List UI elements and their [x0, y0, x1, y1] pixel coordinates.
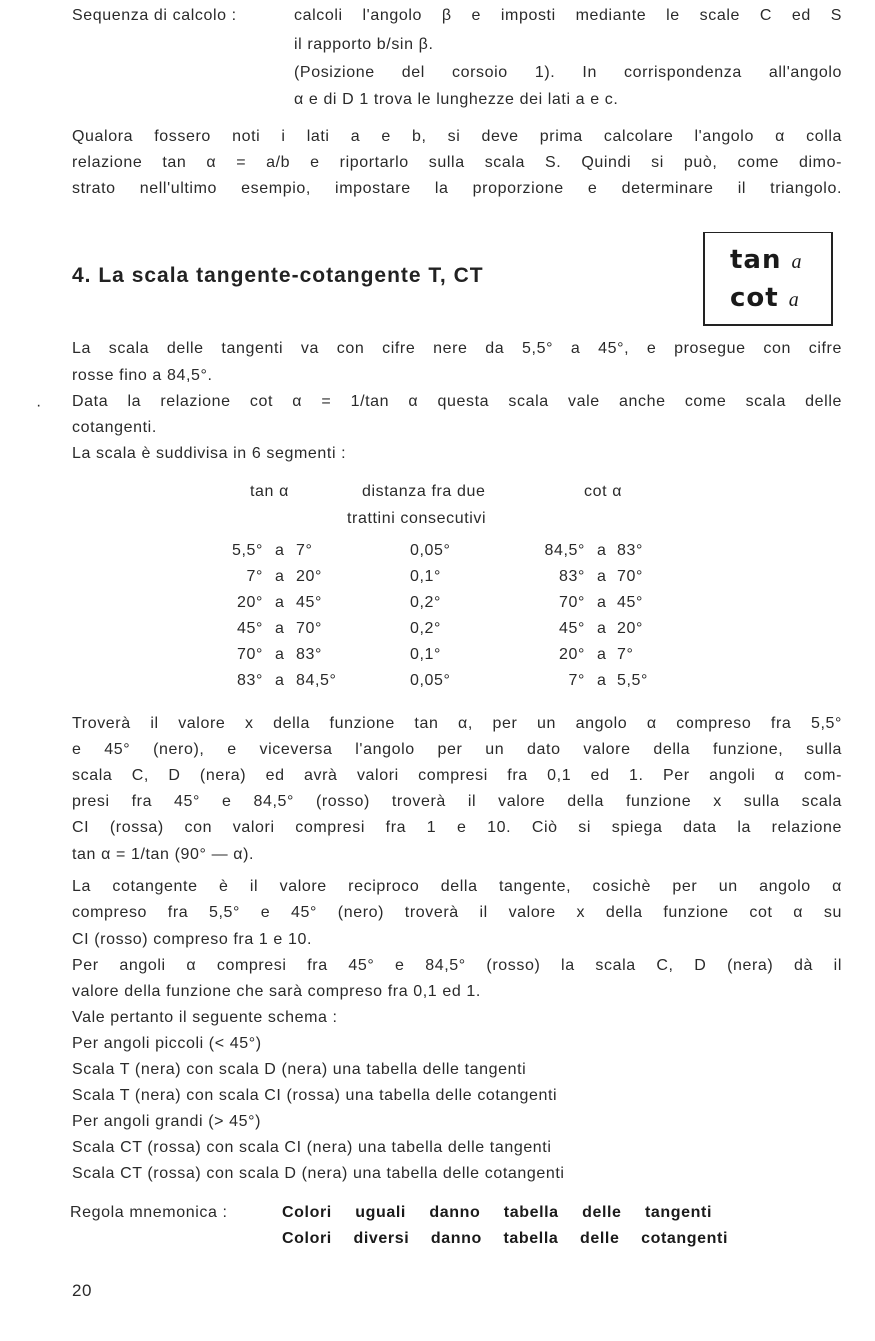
paragraph-line: presi fra 45° e 84,5° (rosso) troverà il valore della funzione x sulla scala: [72, 793, 842, 810]
table-cell: 7°: [246, 568, 263, 585]
table-cell: 0,05°: [410, 672, 451, 689]
table-cell: 45°: [559, 620, 585, 637]
section-heading: 4. La scala tangente-cotangente T, CT: [72, 264, 484, 287]
page-number: 20: [72, 1281, 93, 1300]
paragraph-line: CI (rosso) compreso fra 1 e 10.: [72, 931, 313, 948]
paragraph-line: Per angoli α compresi fra 45° e 84,5° (rosso) la scala C, D (nera) dà il: [72, 957, 842, 974]
description-line: Data la relazione cot α = 1/tan α questa scala vale anche come scala delle: [72, 393, 842, 410]
paragraph-line: Qualora fossero noti i lati a e b, si deve prima calcolare l'angolo α colla: [72, 128, 842, 145]
paragraph-line: Per angoli grandi (> 45°): [72, 1113, 262, 1130]
table-cell: a: [275, 646, 285, 663]
table-cell: a: [597, 646, 607, 663]
table-header-distance: distanza fra due: [362, 483, 486, 500]
description-line: La scala delle tangenti va con cifre nere da 5,5° a 45°, e prosegue con cifre: [72, 340, 842, 357]
paragraph-line: tan α = 1/tan (90° — α).: [72, 846, 255, 863]
paragraph-line: compreso fra 5,5° e 45° (nero) troverà il valore x della funzione cot α su: [72, 904, 842, 921]
paragraph-line: Scala CT (rossa) con scala CI (nera) una tabella delle tangenti: [72, 1139, 552, 1156]
paragraph-line: Vale pertanto il seguente schema :: [72, 1009, 338, 1026]
paragraph-line: La cotangente è il valore reciproco della tangente, cosichè per un angolo α: [72, 878, 842, 895]
table-cell: 0,05°: [410, 542, 451, 559]
mnemonic-rule: Colori diversi danno tabella delle cotangenti: [282, 1230, 728, 1247]
table-cell: a: [597, 594, 607, 611]
box-line-cot: cot a: [730, 283, 800, 313]
table-cell: 70°: [237, 646, 263, 663]
table-cell: 7°: [617, 646, 634, 663]
formula-box: [703, 232, 833, 326]
table-cell: 5,5°: [231, 542, 263, 559]
table-header-tan: tan α: [250, 483, 289, 500]
table-cell: a: [597, 542, 607, 559]
table-cell: 83°: [296, 646, 322, 663]
table-cell: 0,1°: [410, 568, 442, 585]
sequence-line: (Posizione del corsoio 1). In corrispondenza all'angolo: [294, 64, 842, 81]
margin-dot: ·: [36, 397, 42, 414]
table-cell: a: [275, 672, 285, 689]
table-cell: 83°: [617, 542, 643, 559]
table-cell: 0,2°: [410, 594, 442, 611]
mnemonic-rule: Colori uguali danno tabella delle tangenti: [282, 1204, 712, 1221]
sequence-line: il rapporto b/sin β.: [294, 36, 434, 53]
paragraph-line: strato nell'ultimo esempio, impostare la proporzione e determinare il triangolo.: [72, 180, 842, 197]
table-cell: 70°: [617, 568, 643, 585]
table-cell: a: [597, 620, 607, 637]
paragraph-line: CI (rossa) con valori compresi fra 1 e 10. Ciò si spiega data la relazione: [72, 819, 842, 836]
table-cell: 7°: [296, 542, 313, 559]
table-cell: a: [275, 620, 285, 637]
paragraph-line: scala C, D (nera) ed avrà valori compresi fra 0,1 ed 1. Per angoli α com-: [72, 767, 842, 784]
table-cell: 7°: [568, 672, 585, 689]
table-cell: 84,5°: [296, 672, 337, 689]
table-cell: a: [597, 672, 607, 689]
table-header-distance: trattini consecutivi: [347, 510, 487, 527]
table-cell: 0,2°: [410, 620, 442, 637]
table-cell: 45°: [296, 594, 322, 611]
table-cell: 20°: [237, 594, 263, 611]
description-line: cotangenti.: [72, 419, 157, 436]
paragraph-line: Scala T (nera) con scala CI (rossa) una tabella delle cotangenti: [72, 1087, 558, 1104]
table-cell: 5,5°: [617, 672, 649, 689]
sequence-line: calcoli l'angolo β e imposti mediante le scale C ed S: [294, 7, 842, 24]
table-cell: 83°: [237, 672, 263, 689]
sequence-label: Sequenza di calcolo :: [72, 7, 237, 24]
table-cell: 83°: [559, 568, 585, 585]
table-cell: a: [275, 568, 285, 585]
table-cell: 45°: [617, 594, 643, 611]
paragraph-line: valore della funzione che sarà compreso fra 0,1 ed 1.: [72, 983, 481, 1000]
table-cell: 0,1°: [410, 646, 442, 663]
paragraph-line: Per angoli piccoli (< 45°): [72, 1035, 262, 1052]
table-cell: 84,5°: [544, 542, 585, 559]
table-header-cot: cot α: [584, 483, 623, 500]
table-cell: 20°: [296, 568, 322, 585]
paragraph-line: Troverà il valore x della funzione tan α, per un angolo α compreso fra 5,5°: [72, 715, 842, 732]
paragraph-line: Scala CT (rossa) con scala D (nera) una tabella delle cotangenti: [72, 1165, 565, 1182]
box-line-tan: tan a: [730, 245, 803, 275]
table-cell: 70°: [559, 594, 585, 611]
paragraph-line: e 45° (nero), e viceversa l'angolo per un dato valore della funzione, sulla: [72, 741, 842, 758]
table-cell: 20°: [617, 620, 643, 637]
table-cell: 70°: [296, 620, 322, 637]
table-cell: a: [597, 568, 607, 585]
table-cell: 20°: [559, 646, 585, 663]
table-cell: 45°: [237, 620, 263, 637]
mnemonic-label: Regola mnemonica :: [70, 1204, 228, 1221]
description-line: La scala è suddivisa in 6 segmenti :: [72, 445, 347, 462]
description-line: rosse fino a 84,5°.: [72, 367, 213, 384]
table-cell: a: [275, 594, 285, 611]
paragraph-line: Scala T (nera) con scala D (nera) una tabella delle tangenti: [72, 1061, 527, 1078]
paragraph-line: relazione tan α = a/b e riportarlo sulla scala S. Quindi si può, come dimo-: [72, 154, 842, 171]
sequence-line: α e di D 1 trova le lunghezze dei lati a e c.: [294, 91, 619, 108]
table-cell: a: [275, 542, 285, 559]
